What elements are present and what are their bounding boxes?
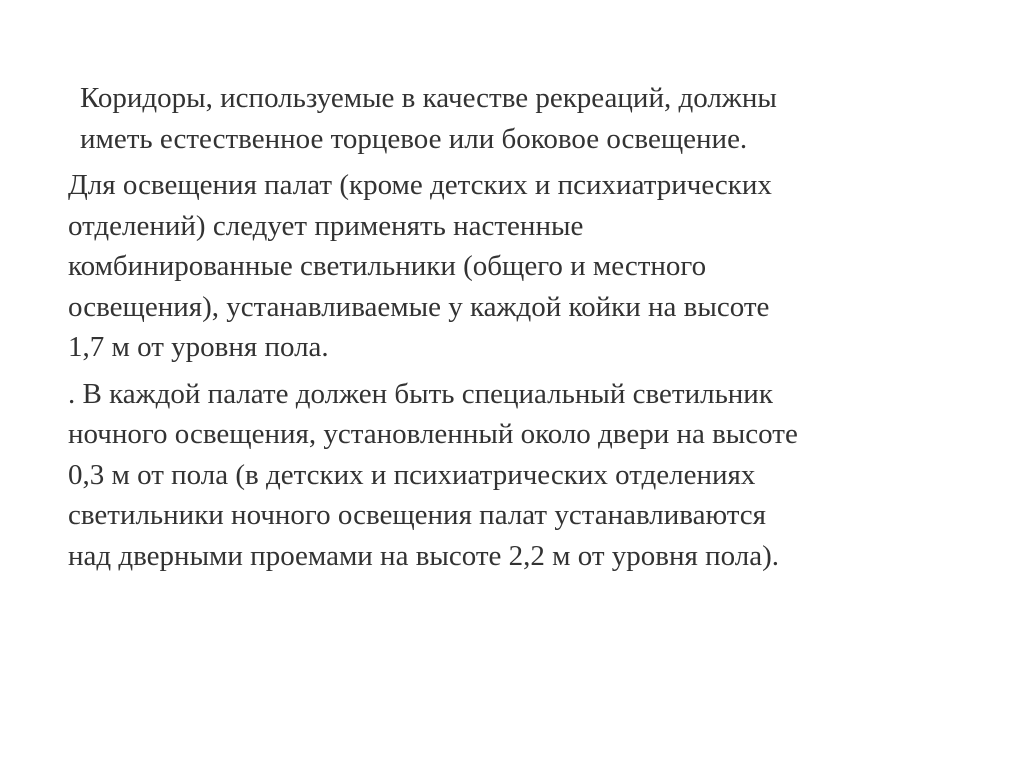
text-line: над дверными проемами на высоте 2,2 м от уровня пола). — [68, 539, 779, 572]
paragraph-ward-lighting — [68, 165, 988, 368]
text-line: комбинированные светильники (общего и местного — [68, 250, 707, 282]
text-line: Для освещения палат (кроме детских и психиатрических — [68, 169, 772, 201]
text-line: ночного освещения, установленный около двери на высоте — [68, 418, 798, 450]
slide-body — [68, 78, 988, 582]
text-line: 0,3 м от пола (в детских и психиатрических отделениях — [68, 458, 756, 491]
text-line: светильники ночного освещения палат устанавливаются — [68, 499, 766, 531]
text-line: . В каждой палате должен быть специальный светильник — [68, 377, 773, 410]
paragraph-corridors — [68, 78, 988, 159]
text-line: 1,7 м от уровня пола. — [68, 331, 329, 363]
text-line: освещения), устанавливаемые у каждой койки на высоте — [68, 290, 770, 323]
paragraph-night-lighting — [68, 374, 988, 577]
text-line: Коридоры, используемые в качестве рекреаций, должны — [80, 82, 777, 114]
text-line: иметь естественное торцевое или боковое освещение. — [80, 122, 748, 155]
text-line: отделений) следует применять настенные — [68, 209, 584, 242]
